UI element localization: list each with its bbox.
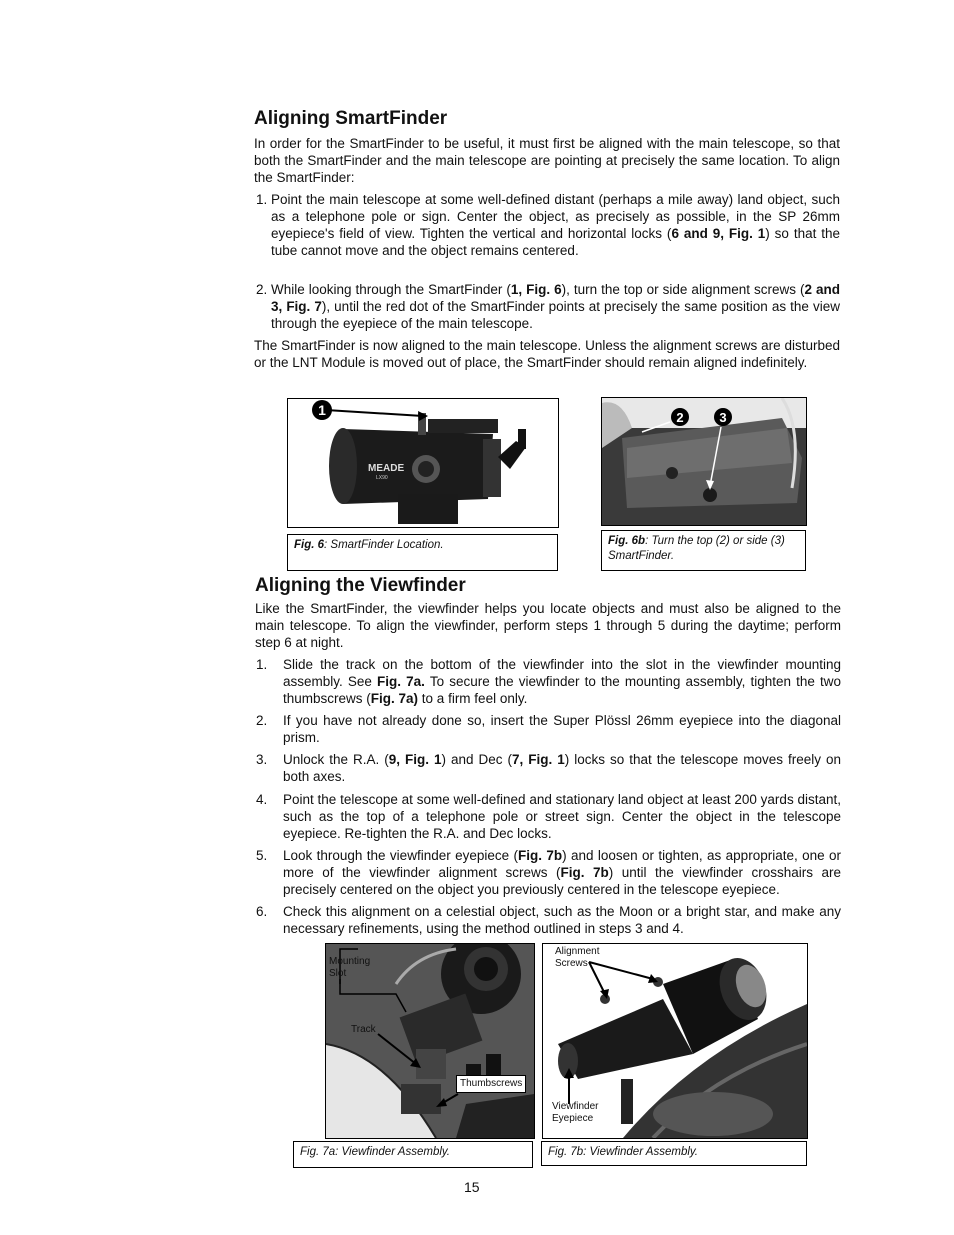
step-number: 1.	[256, 192, 268, 207]
step-number: 6.	[256, 904, 268, 919]
smartfinder-step-1: Point the main telescope at some well-defined distant (perhaps a mile away) land object, such as a telephone pole or sign. Center the object, as precisely as possible, in the SP 26mm eyepiece's field of view. Tighten the vertical and horizontal locks (6 and 9, Fig. 1) so that the tube cannot move and the object remains centered.	[271, 192, 840, 258]
viewfinder-intro: Like the SmartFinder, the viewfinder helps you locate objects and must also be aligned to the main telescope. To align the viewfinder, perform steps 1 through 5 during the daytime; perform step 6 at night.	[255, 601, 841, 650]
step-number: 4.	[256, 792, 268, 807]
smartfinder-step-2: While looking through the SmartFinder (1, Fig. 6), turn the top or side alignment screws (2 and 3, Fig. 7), until the red dot of the SmartFinder points at precisely the same position as the view through the eyepiece of the main telescope.	[271, 282, 840, 331]
smartfinder-outro: The SmartFinder is now aligned to the main telescope. Unless the alignment screws are disturbed or the LNT Module is moved out of place, the SmartFinder should remain aligned indefinitely.	[254, 338, 840, 370]
smartfinder-intro: In order for the SmartFinder to be useful, it must first be aligned with the main telescope, so that both the SmartFinder and the main telescope are pointing at precisely the same location. To align the SmartFinder:	[254, 136, 840, 185]
step-number: 5.	[256, 848, 268, 863]
step-number: 2.	[256, 713, 268, 728]
fig6b-caption: Fig. 6b: Turn the top (2) or side (3) SmartFinder.	[601, 530, 806, 571]
smartfinder-closeup-image	[602, 398, 806, 525]
fig6b-photo	[601, 397, 807, 526]
fig7a-caption: Fig. 7a: Viewfinder Assembly.	[293, 1141, 533, 1168]
page-number: 15	[464, 1179, 480, 1195]
fig6-caption: Fig. 6: SmartFinder Location.	[287, 534, 558, 571]
fig6-photo	[287, 398, 559, 528]
model-text: LX90	[376, 475, 388, 481]
step-number: 2.	[256, 282, 268, 297]
label-thumbscrews: Thumbscrews	[456, 1075, 526, 1093]
viewfinder-step-5: Look through the viewfinder eyepiece (Fig. 7b) and loosen or tighten, as appropriate, one or more of the viewfinder alignment screws (Fig. 7b) until the viewfinder crosshairs are precisely centered on the object you previously centered in the telescope eyepiece.	[283, 848, 841, 897]
marker-2: 2	[676, 410, 684, 425]
label-viewfinder-eyepiece: Viewfinder Eyepiece	[552, 1101, 599, 1124]
marker-1: 1	[318, 402, 326, 418]
marker-3: 3	[719, 410, 727, 425]
telescope-image	[288, 399, 558, 527]
section-heading-smartfinder: Aligning SmartFinder	[254, 108, 448, 129]
viewfinder-step-4: Point the telescope at some well-defined and stationary land object at least 200 yards distant, such as the top of a telephone pole or street sign. Center the object in the telescope eyepiece. Re-tighten the R.A. and Dec locks.	[283, 792, 841, 841]
step-number: 3.	[256, 752, 268, 767]
label-mounting-slot: Mounting Slot	[329, 956, 371, 979]
brand-text: MEADE	[368, 463, 405, 474]
viewfinder-step-6: Check this alignment on a celestial object, such as the Moon or a bright star, and make any necessary refinements, using the method outlined in steps 3 and 4.	[283, 904, 841, 936]
viewfinder-step-1: Slide the track on the bottom of the viewfinder into the slot in the viewfinder mounting assembly. See Fig. 7a. To secure the viewfinder to the mounting assembly, tighten the two thumbscrews (Fig. 7a) to a firm feel only.	[283, 657, 841, 706]
step-number: 1.	[256, 657, 268, 672]
label-alignment-screws: Alignment Screws	[555, 946, 600, 969]
label-track: Track	[351, 1024, 376, 1035]
section-heading-viewfinder: Aligning the Viewfinder	[255, 575, 466, 596]
fig7b-caption: Fig. 7b: Viewfinder Assembly.	[541, 1141, 807, 1166]
viewfinder-step-3: Unlock the R.A. (9, Fig. 1) and Dec (7, Fig. 1) locks so that the telescope moves freely on both axes.	[283, 752, 842, 784]
viewfinder-step-2: If you have not already done so, insert the Super Plössl 26mm eyepiece into the diagonal prism.	[283, 713, 841, 745]
